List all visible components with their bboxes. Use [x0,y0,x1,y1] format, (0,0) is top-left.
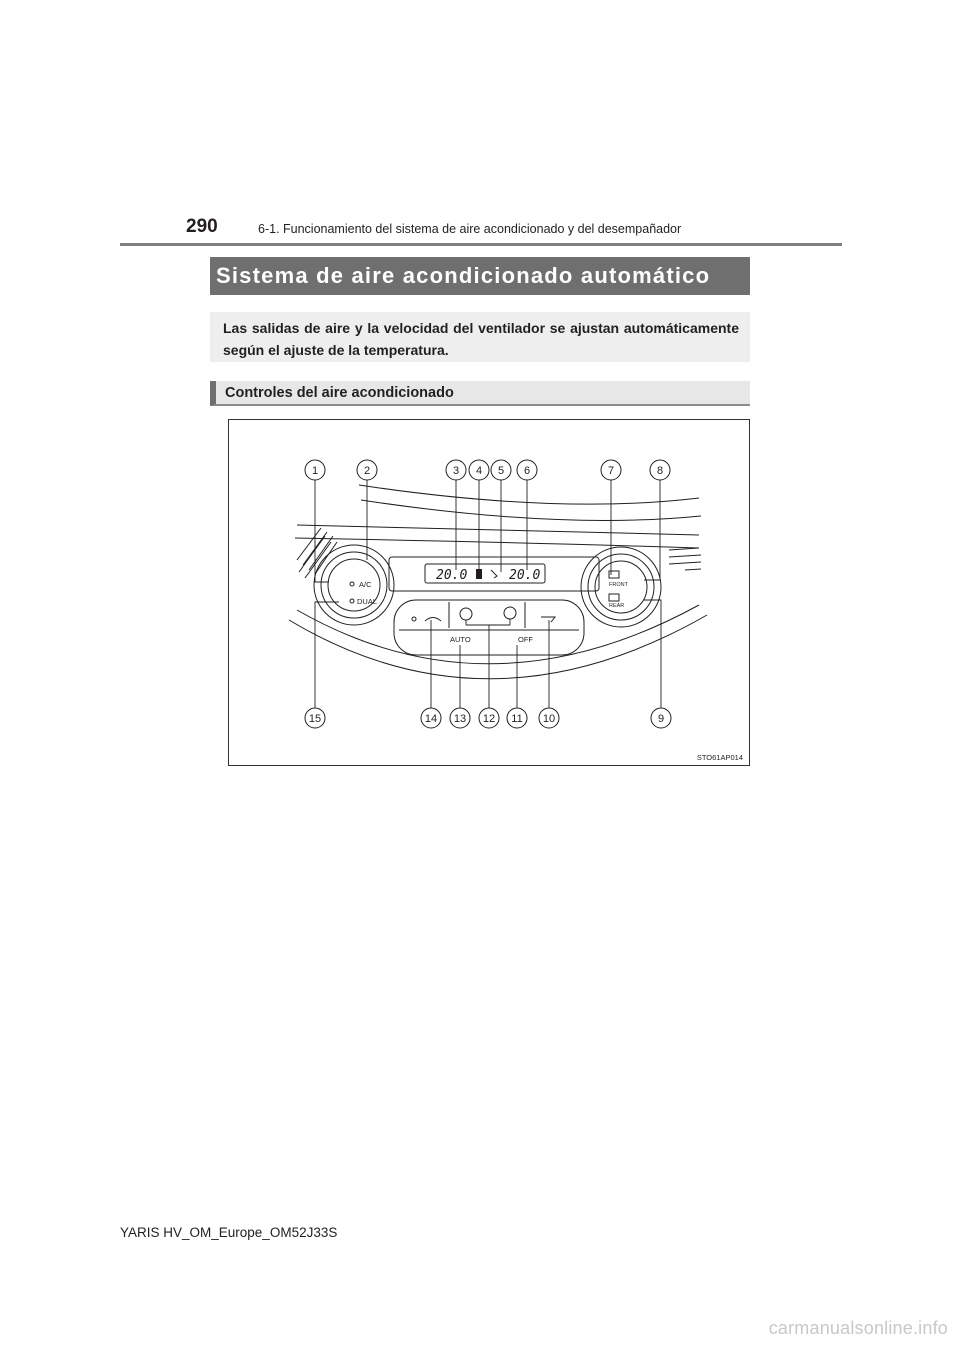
callout-3 [446,460,466,480]
off-button-label: OFF [518,635,533,644]
svg-text:6: 6 [523,465,531,477]
fan-down-button-icon [460,608,472,620]
svg-text:2: 2 [363,465,371,477]
rear-defog-label: REAR [609,603,625,609]
airflow-mode-button-icon [541,617,555,622]
subsection-title: Controles del aire acondicionado [210,381,750,406]
temp-right-readout: 20.0 [509,568,541,583]
svg-text:10: 10 [542,713,556,725]
dash-line [297,525,699,535]
svg-text:5: 5 [497,465,505,477]
dash-line [295,538,699,548]
intro-text: Las salidas de aire y la velocidad del ventilador se ajustan automáticamente según el ajuste de la temperatura. [210,312,750,362]
callout-2 [357,460,377,480]
dash-line [359,485,699,504]
footer-doc-id: YARIS HV_OM_Europe_OM52J33S [120,1225,338,1240]
callout-13 [450,708,470,728]
right-vent [669,548,701,570]
recirc-indicator [412,617,416,621]
ac-button-label: A/C [359,580,372,589]
callout-12 [479,708,499,728]
svg-text:14: 14 [424,713,438,725]
callout-4 [469,460,489,480]
svg-text:11: 11 [511,713,523,725]
header-rule [120,243,842,246]
ac-indicator [350,582,354,586]
callout-14 [421,708,441,728]
callout-15 [305,708,325,728]
leader-lines-top [315,480,660,582]
svg-text:7: 7 [607,465,615,477]
fan-up-button-icon [504,607,516,619]
display-housing [389,557,599,591]
svg-text:1: 1 [311,465,319,477]
callout-9 [651,708,671,728]
svg-text:12: 12 [482,713,496,725]
section-title: Sistema de aire acondicionado automático [210,257,750,295]
dual-button-label: DUAL [357,597,378,606]
callout-1 [305,460,325,480]
callout-6 [517,460,537,480]
dual-indicator [350,599,354,603]
rear-defog-icon [609,594,619,601]
svg-text:9: 9 [657,713,665,725]
callout-5 [491,460,511,480]
auto-button-label: AUTO [450,635,471,644]
callout-8 [650,460,670,480]
airflow-mode-icon [491,570,497,578]
svg-text:3: 3 [452,465,460,477]
front-defog-icon [609,571,619,578]
leader-lines-bottom [315,600,661,708]
front-defog-label: FRONT [609,582,628,588]
page-number: 290 [186,216,218,237]
callout-11 [507,708,527,728]
control-panel-figure [228,419,750,766]
figure-code: STO61AP014 [696,753,743,762]
recirculation-icon [425,618,441,622]
callout-10 [539,708,559,728]
watermark: carmanualsonline.info [768,1318,948,1338]
callout-7 [601,460,621,480]
svg-text:15: 15 [308,713,322,725]
temp-left-readout: 20.0 [436,568,468,583]
running-header: 6-1. Funcionamiento del sistema de aire acondicionado y del desempañador [258,222,682,236]
control-panel-illustration [229,420,749,765]
svg-text:4: 4 [475,465,483,477]
svg-text:13: 13 [453,713,467,725]
svg-text:8: 8 [656,465,664,477]
